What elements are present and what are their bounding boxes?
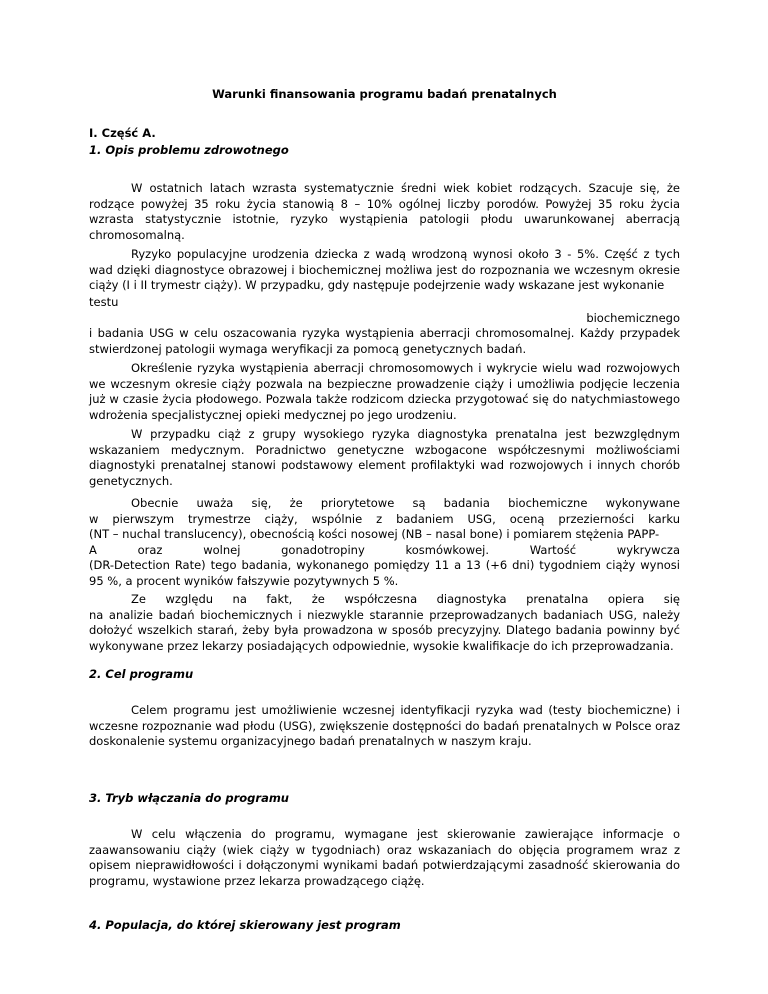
section-3-heading xyxy=(89,791,289,805)
section-2-heading xyxy=(89,667,193,681)
section-1-title: Opis problemu zdrowotnego xyxy=(101,143,289,157)
paragraph-5-line-2: w pierwszym trymestrze ciąży, wspólnie z badaniem USG, oceną przezierności karku xyxy=(89,511,680,526)
section-2-number: 2 xyxy=(89,667,98,681)
paragraph-4: W przypadku ciąż z grupy wysokiego ryzyka diagnostyka prenatalna jest bezwzględnym wskazaniem medycznym. Poradnictwo genetyczne wzbogacone współczesnymi możliwościami diagnostyki prenatalnej stanowi podstawowy element profilaktyki wad rozwojowych i innych chorób genetycznych. xyxy=(89,427,680,488)
paragraph-1: W ostatnich latach wzrasta systematycznie średni wiek kobiet rodzących. Szacuje się, że rodzące powyżej 35 roku życia stanowią 8 – 10% ogólnej liczby porodów. Powyżej 35 roku życia wzrasta statystycznie istotnie, ryzyko wystąpienia patologii płodu uwarunkowanej aberracją chromosomalną. xyxy=(89,181,680,242)
part-heading: I. Część A. xyxy=(89,126,156,140)
paragraph-5-line-1: Obecnie uważa się, że priorytetowe są badania biochemiczne wykonywane xyxy=(131,496,680,510)
paragraph-5-line-5: (DR-Detection Rate) tego badania, wykonanego pomiędzy 11 a 13 (+6 dni) tygodniem ciąży wynosi 95 %, a procent wyników fałszywie pozytywnych 5 %. xyxy=(89,558,680,588)
section-4-number: 4. xyxy=(89,918,102,932)
paragraph-5-line-3: (NT – nuchal translucency), obecnością kości nosowej (NB – nasal bone) i pomiarem stężenia PAPP- xyxy=(89,527,660,542)
section-3-number: 3. xyxy=(89,791,102,805)
paragraph-2-continuation xyxy=(89,295,680,357)
paragraph-5 xyxy=(89,496,680,590)
paragraph-5-line-4: A oraz wolnej gonadotropiny kosmówkowej. Wartość wykrywcza xyxy=(89,542,680,557)
section-1-number: 1. xyxy=(89,143,102,157)
section-4-heading xyxy=(89,918,401,932)
section-1-heading xyxy=(89,143,289,157)
document-title: Warunki finansowania programu badań prenatalnych xyxy=(212,87,557,101)
section-3-title: Tryb włączania do programu xyxy=(101,791,289,805)
paragraph-6-rest: na analizie badań biochemicznych i niezwykle starannie przeprowadzanych badaniach USG, należy dołożyć wszelkich starań, żeby była prowadzona w sposób precyzyjny. Dlatego badania powinny być wykonywane przez lekarzy posiadających odpowiednie, wysokie kwalifikacje do ich przeprowadzania. xyxy=(89,607,680,653)
paragraph-2-text: Ryzyko populacyjne urodzenia dziecka z wadą wrodzoną wynosi około 3 - 5%. Część z tych wad dzięki diagnostyce obrazowej i biochemicznej możliwa jest do rozpoznania we wczesnym okresie ciąży (I i II trymestr ciąży). W przypadku, gdy następuje podejrzenie wady wskazane jest wykonanie xyxy=(89,247,680,293)
paragraph-6 xyxy=(89,592,680,654)
paragraph-3: Określenie ryzyka wystąpienia aberracji chromosomowych i wykrycie wielu wad rozwojowych we wczesnym okresie ciąży pozwala na bezpieczne prowadzenie ciąży i umożliwia podjęcie leczenia już w czasie życia płodowego. Pozwala także rodzicom dziecka przygotować się do natychmiastowego wdrożenia specjalistycznej opieki medycznej po jego urodzeniu. xyxy=(89,361,680,422)
paragraph-6-line-1: Ze względu na fakt, że współczesna diagnostyka prenatalna opiera się xyxy=(131,592,680,606)
section-2-title: . Cel programu xyxy=(97,667,194,681)
section-4-title: Populacja, do której skierowany jest program xyxy=(101,918,401,932)
paragraph-2 xyxy=(89,247,680,294)
paragraph-2-word-testu: testu xyxy=(89,295,119,309)
paragraph-8: W celu włączenia do programu, wymagane jest skierowanie zawierające informacje o zaawansowaniu ciąży (wiek ciąży w tygodniach) oraz wskazaniach do objęcia programem wraz z opisem nieprawidłowości i dołączonymi wynikami badań potwierdzającymi zasadność skierowania do programu, wystawione przez lekarza prowadzącego ciążę. xyxy=(89,827,680,888)
paragraph-2-word-biochemicznego: biochemicznego xyxy=(586,310,680,325)
paragraph-2-end: i badania USG w celu oszacowania ryzyka wystąpienia aberracji chromosomalnej. Każdy przypadek stwierdzonej patologii wymaga weryfikacji za pomocą genetycznych badań. xyxy=(89,326,680,356)
paragraph-7: Celem programu jest umożliwienie wczesnej identyfikacji ryzyka wad (testy biochemiczne) i wczesne rozpoznanie wad płodu (USG), zwiększenie dostępności do badań prenatalnych w Polsce oraz doskonalenie systemu organizacyjnego badań prenatalnych w naszym kraju. xyxy=(89,703,680,749)
